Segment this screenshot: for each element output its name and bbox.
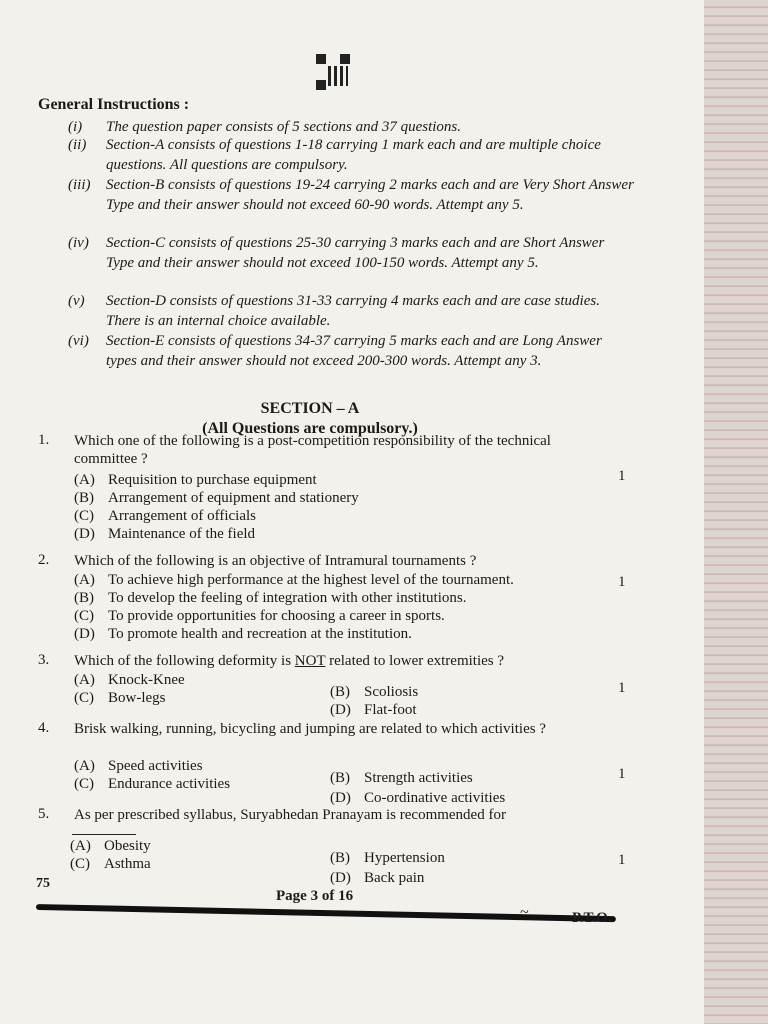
option-a xyxy=(74,572,514,589)
option-label: (B) xyxy=(330,850,350,866)
question-number: 5. xyxy=(38,806,50,822)
page-number: Page 3 of 16 xyxy=(276,888,354,904)
question-mark: 1 xyxy=(618,680,626,696)
option-c xyxy=(74,608,445,625)
question-mark: 1 xyxy=(618,574,626,590)
option-d xyxy=(74,626,412,643)
question-text: As per prescribed syllabus, Suryabhedan Pranayam is recommended for xyxy=(74,807,506,823)
option-label: (A) xyxy=(74,572,95,588)
option-text: Obesity xyxy=(104,838,151,854)
option-d xyxy=(330,702,417,719)
question-text: Which one of the following is a post-competition responsibility of the technical committee ? xyxy=(74,433,551,467)
option-label: (A) xyxy=(70,838,91,854)
instruction-text: Section-E consists of questions 34-37 carrying 5 marks each and are Long Answer types and their answer should not exceed 200-300 words. Attempt any 3. xyxy=(106,333,602,369)
question-text-part: related to lower extremities ? xyxy=(325,653,505,669)
instruction-text: Section-C consists of questions 25-30 carrying 3 marks each and are Short Answer Type and their answer should not exceed 100-150 words. Attempt any 5. xyxy=(106,235,605,271)
option-text: Asthma xyxy=(104,856,151,872)
option-label: (D) xyxy=(74,626,95,642)
tilde-mark: ~ xyxy=(520,904,529,921)
option-text: Maintenance of the field xyxy=(108,526,256,542)
instruction-number: (i) xyxy=(68,119,83,135)
instruction-number: (vi) xyxy=(68,333,89,349)
option-text: Scoliosis xyxy=(364,684,419,700)
option-text: Arrangement of equipment and stationery xyxy=(108,490,359,506)
option-text: To develop the feeling of integration with other institutions. xyxy=(108,590,467,606)
instruction-number: (iv) xyxy=(68,235,89,251)
question-mark: 1 xyxy=(618,766,626,782)
option-a xyxy=(74,672,185,689)
option-label: (C) xyxy=(74,690,94,706)
option-text: Bow-legs xyxy=(108,690,166,706)
option-label: (D) xyxy=(330,790,351,806)
option-text: Knock-Knee xyxy=(108,672,185,688)
option-d xyxy=(74,526,255,543)
option-c xyxy=(74,690,166,707)
option-label: (A) xyxy=(74,472,95,488)
option-b xyxy=(74,590,466,607)
option-text: Flat-foot xyxy=(364,702,417,718)
option-label: (C) xyxy=(74,508,94,524)
option-text: To achieve high performance at the highest level of the tournament. xyxy=(108,572,514,588)
question-number: 4. xyxy=(38,720,50,736)
instruction-text: The question paper consists of 5 sections and 37 questions. xyxy=(106,119,461,135)
option-d xyxy=(330,790,505,807)
question-text-part: Which of the following deformity is xyxy=(74,653,295,669)
option-label: (C) xyxy=(74,608,94,624)
option-label: (D) xyxy=(74,526,95,542)
option-label: (D) xyxy=(330,702,351,718)
option-label: (B) xyxy=(330,684,350,700)
question-text xyxy=(74,652,594,670)
question-number: 3. xyxy=(38,652,50,668)
option-label: (B) xyxy=(74,490,94,506)
question-text: Brisk walking, running, bicycling and jumping are related to which activities ? xyxy=(74,721,546,737)
option-text: Co-ordinative activities xyxy=(364,790,506,806)
question-number: 1. xyxy=(38,432,50,448)
option-b xyxy=(330,850,445,867)
question-number: 2. xyxy=(38,552,50,568)
instruction-number: (v) xyxy=(68,293,85,309)
instruction-text: Section-B consists of questions 19-24 carrying 2 marks each and are Very Short Answer Type and their answer should not exceed 60-90 words. Attempt any 5. xyxy=(106,177,634,213)
option-text: Strength activities xyxy=(364,770,473,786)
paper-code: 75 xyxy=(36,876,50,891)
option-a xyxy=(74,758,203,775)
option-a xyxy=(70,838,151,855)
option-label: (A) xyxy=(74,758,95,774)
instruction-number: (iii) xyxy=(68,177,91,193)
question-mark: 1 xyxy=(618,468,626,484)
page-stack-edge xyxy=(704,0,768,1024)
option-a xyxy=(74,472,317,489)
option-text: Requisition to purchase equipment xyxy=(108,472,317,488)
option-label: (B) xyxy=(330,770,350,786)
section-title: SECTION – A xyxy=(260,400,360,417)
instruction-text: Section-D consists of questions 31-33 carrying 4 marks each and are case studies. There is an internal choice available. xyxy=(106,293,600,329)
option-c xyxy=(74,776,230,793)
question-mark: 1 xyxy=(618,852,626,868)
instruction-text: Section-A consists of questions 1-18 carrying 1 mark each and are multiple choice questions. All questions are compulsory. xyxy=(106,137,601,173)
instructions-title: General Instructions : xyxy=(38,96,190,113)
option-text: Speed activities xyxy=(108,758,203,774)
section-subtitle: (All Questions are compulsory.) xyxy=(202,420,418,437)
option-text: Hypertension xyxy=(364,850,445,866)
question-emphasis: NOT xyxy=(294,653,326,669)
pto-label: P.T.O. xyxy=(572,910,612,926)
option-b xyxy=(330,770,473,787)
qr-code-icon xyxy=(316,54,350,90)
option-c xyxy=(70,856,151,873)
option-b xyxy=(330,684,418,701)
option-label: (D) xyxy=(330,870,351,886)
option-label: (A) xyxy=(74,672,95,688)
instruction-number: (ii) xyxy=(68,137,87,153)
option-text: Endurance activities xyxy=(108,776,231,792)
option-text: To promote health and recreation at the institution. xyxy=(108,626,412,642)
option-text: Arrangement of officials xyxy=(108,508,257,524)
option-d xyxy=(330,870,424,887)
option-c xyxy=(74,508,256,525)
option-text: To provide opportunities for choosing a career in sports. xyxy=(108,608,445,624)
question-text: Which of the following is an objective of Intramural tournaments ? xyxy=(74,553,477,569)
option-label: (B) xyxy=(74,590,94,606)
option-label: (C) xyxy=(70,856,90,872)
option-b xyxy=(74,490,359,507)
option-label: (C) xyxy=(74,776,94,792)
option-text: Back pain xyxy=(364,870,425,886)
